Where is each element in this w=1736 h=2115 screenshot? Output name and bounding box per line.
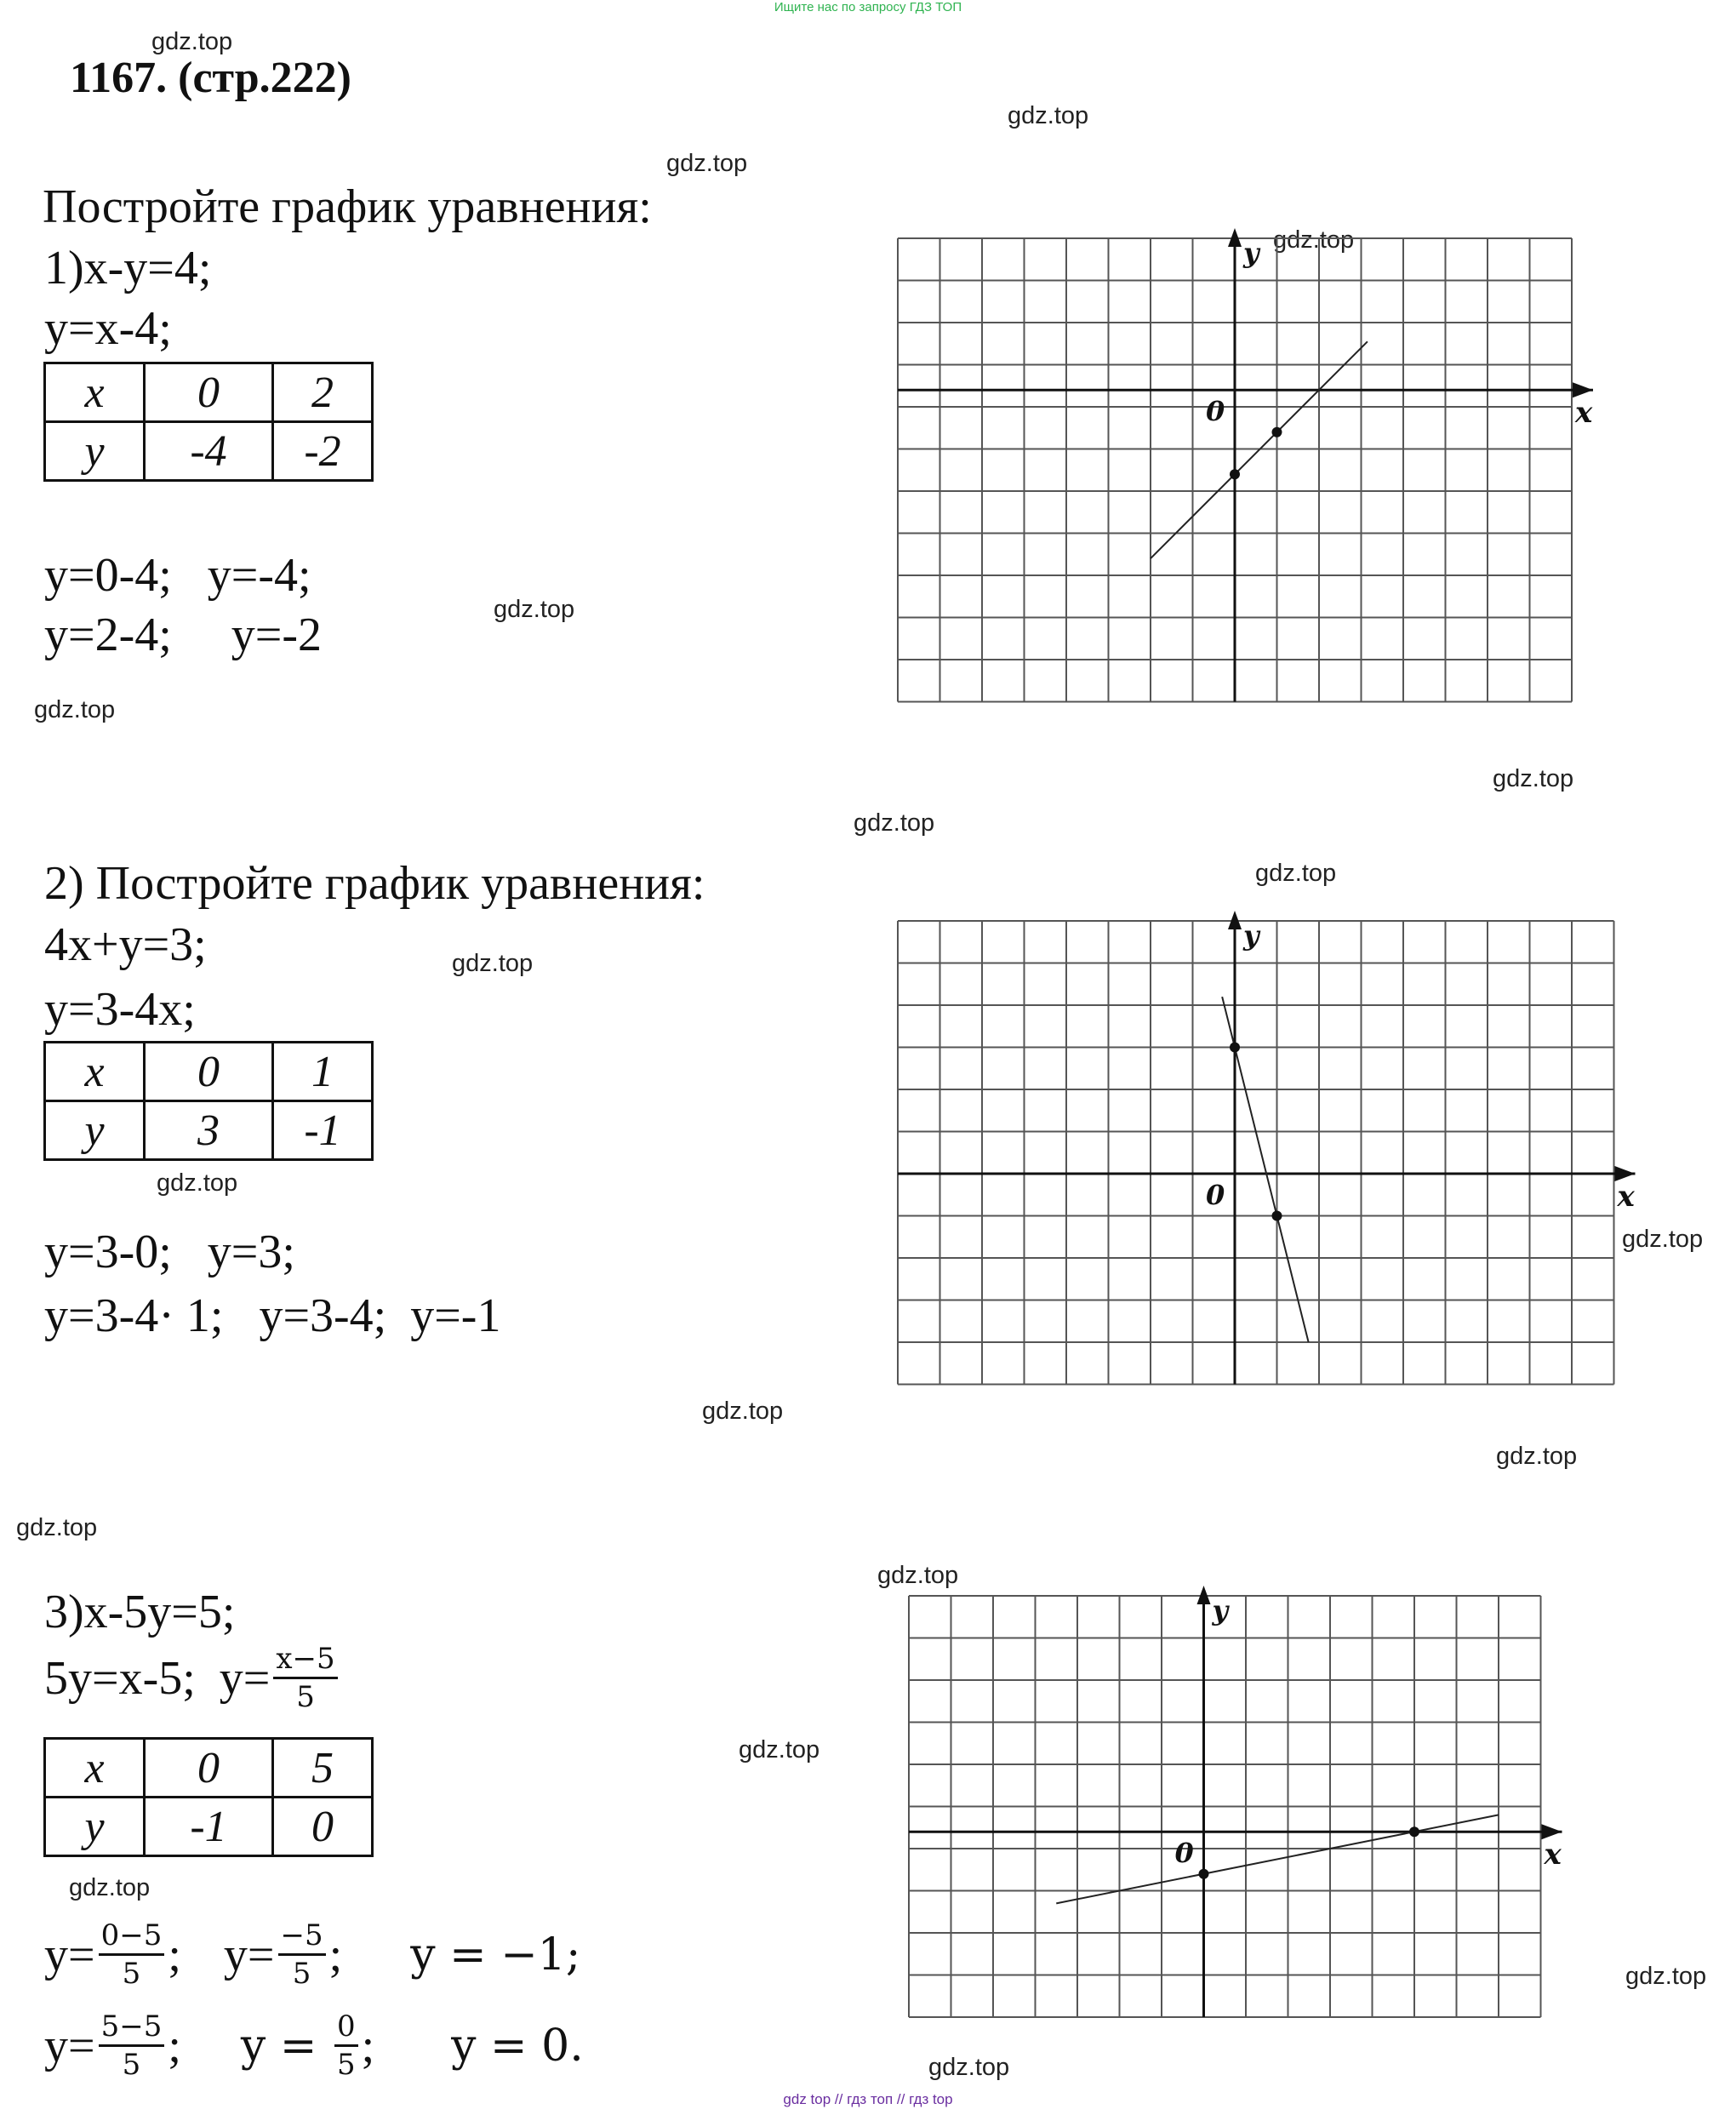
watermark: gdz.top	[666, 150, 748, 177]
table-row	[45, 1739, 373, 1798]
part1-equation: 1)x-y=4;	[44, 242, 212, 294]
table-cell: x	[45, 1739, 145, 1798]
table-cell: 0	[145, 1043, 273, 1101]
part3-fraction	[273, 1643, 337, 1714]
table-cell: 1	[273, 1043, 373, 1101]
fraction-numerator: 5−5	[99, 2010, 165, 2047]
watermark: gdz.top	[854, 809, 935, 837]
part3-value-table	[43, 1737, 374, 1857]
part2-calc-1: y=3-0; y=3;	[44, 1226, 295, 1278]
graph-1	[885, 230, 1591, 698]
fraction-numerator: −5	[278, 1919, 326, 1956]
watermark: gdz.top	[1493, 765, 1574, 792]
calc-result: y = 0.	[451, 2021, 584, 2072]
table-cell: 0	[145, 1739, 273, 1798]
part2-calc-2: y=3-4· 1; y=3-4; y=-1	[44, 1289, 501, 1342]
watermark: gdz.top	[452, 950, 534, 977]
table-cell: -2	[273, 422, 373, 481]
watermark: gdz.top	[1622, 1226, 1704, 1253]
calc-text: ;	[361, 2020, 375, 2073]
table-cell: y	[45, 1798, 145, 1856]
calc-text: y =	[240, 2021, 331, 2072]
fraction-numerator: 0−5	[99, 1919, 165, 1956]
table-cell: 2	[273, 363, 373, 422]
x-axis-label: x	[1544, 1838, 1562, 1872]
watermark: gdz.top	[34, 696, 116, 723]
watermark: gdz.top	[157, 1169, 238, 1197]
calc-fraction	[99, 2010, 165, 2082]
table-cell: -1	[273, 1101, 373, 1160]
watermark: gdz.top	[151, 28, 233, 55]
grid	[898, 921, 1614, 1385]
part1-rearranged: y=x-4;	[44, 302, 172, 355]
x-axis-label: x	[1617, 1180, 1635, 1214]
graph-point	[1230, 469, 1240, 479]
calc-text: y=	[44, 1929, 95, 1982]
watermark: gdz.top	[1008, 102, 1089, 129]
y-axis-label: y	[1243, 919, 1259, 952]
part3-rearranged-text: 5y=x-5; y=	[44, 1652, 271, 1706]
watermark: gdz.top	[1625, 1963, 1707, 1990]
graph-2	[885, 911, 1635, 1396]
watermark: gdz.top	[16, 1514, 98, 1541]
grid	[909, 1596, 1541, 2017]
watermark: gdz.top	[877, 1562, 959, 1589]
part1-calc-1: y=0-4; y=-4;	[44, 549, 311, 602]
watermark: gdz.top	[702, 1398, 784, 1425]
fraction-denominator: 5	[122, 1957, 141, 1992]
table-cell: x	[45, 363, 145, 422]
graph-3	[894, 1583, 1600, 2026]
x-axis-label: x	[1575, 396, 1593, 431]
graph-point	[1272, 427, 1282, 437]
calc-result: y = −1;	[410, 1929, 581, 1981]
calc-text: ;	[168, 1929, 181, 1982]
watermark: gdz.top	[1255, 860, 1337, 887]
watermark: gdz.top	[739, 1736, 820, 1763]
table-row	[45, 363, 373, 422]
calc-fraction	[334, 2010, 358, 2082]
part1-value-table	[43, 362, 374, 482]
graph-point	[1272, 1211, 1282, 1221]
watermark: gdz.top	[69, 1874, 151, 1901]
fraction-denominator: 5	[336, 2048, 356, 2083]
table-cell: -4	[145, 422, 273, 481]
top-banner: Ищите нас по запросу ГДЗ ТОП	[774, 0, 962, 14]
table-row	[45, 1798, 373, 1856]
watermark: gdz.top	[1273, 226, 1355, 254]
table-row	[45, 1043, 373, 1101]
fraction-denominator: 5	[296, 1680, 315, 1715]
fraction-numerator: x−5	[273, 1643, 337, 1679]
part3-calc-2	[44, 2010, 584, 2082]
table-cell: x	[45, 1043, 145, 1101]
table-cell: 0	[145, 363, 273, 422]
fraction-numerator: 0	[334, 2010, 358, 2047]
origin-label: 0	[1206, 395, 1225, 428]
graph-point	[1199, 1869, 1209, 1879]
page-title: 1167. (стр.222)	[70, 54, 351, 102]
table-row	[45, 1101, 373, 1160]
watermark: gdz.top	[1496, 1443, 1578, 1470]
part3-calc-1	[44, 1919, 580, 1991]
part2-rearranged: y=3-4x;	[44, 983, 196, 1036]
table-cell: y	[45, 1101, 145, 1160]
footer: gdz top // гдз топ // гдз top	[783, 2091, 953, 2107]
watermark: gdz.top	[494, 596, 575, 623]
origin-label: 0	[1174, 1837, 1194, 1870]
origin-label: 0	[1206, 1179, 1225, 1211]
graph-point	[1230, 1043, 1240, 1053]
part2-equation: 4x+y=3;	[44, 918, 207, 971]
calc-text: y=	[223, 1929, 275, 1982]
part2-value-table	[43, 1041, 374, 1161]
fraction-denominator: 5	[122, 2048, 141, 2083]
calc-fraction	[99, 1919, 165, 1991]
part1-heading: Постройте график уравнения:	[43, 180, 652, 233]
y-axis-label: y	[1212, 1594, 1229, 1626]
y-axis-label: y	[1243, 237, 1259, 269]
table-cell: -1	[145, 1798, 273, 1856]
calc-text: y=	[44, 2020, 95, 2073]
part3-equation: 3)x-5y=5;	[44, 1586, 236, 1638]
table-cell: 3	[145, 1101, 273, 1160]
table-row	[45, 422, 373, 481]
graph-point	[1409, 1826, 1419, 1837]
part3-rearranged	[44, 1643, 341, 1714]
part1-calc-2: y=2-4; y=-2	[44, 609, 323, 661]
table-cell: y	[45, 422, 145, 481]
table-cell: 0	[273, 1798, 373, 1856]
part2-heading: 2) Постройте график уравнения:	[44, 857, 705, 910]
table-cell: 5	[273, 1739, 373, 1798]
calc-text: ;	[168, 2020, 181, 2073]
calc-text: ;	[328, 1929, 343, 1982]
calc-fraction	[278, 1919, 326, 1991]
graph-line	[1151, 341, 1368, 558]
watermark: gdz.top	[928, 2054, 1010, 2081]
fraction-denominator: 5	[292, 1957, 311, 1992]
